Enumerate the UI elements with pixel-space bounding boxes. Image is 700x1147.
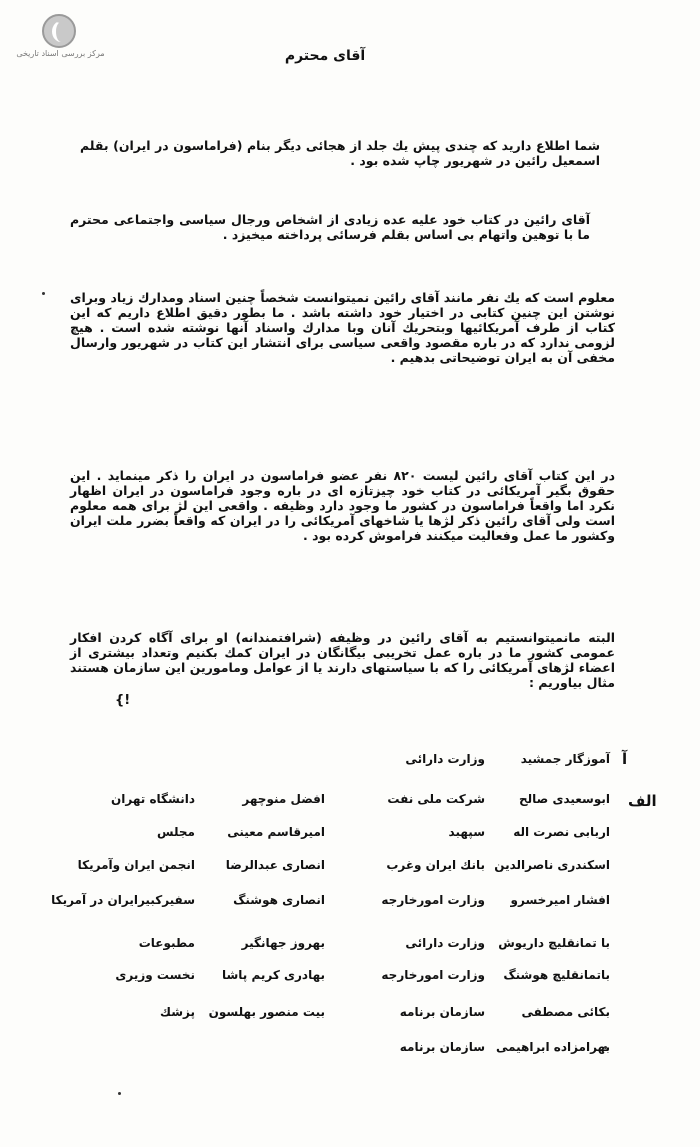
person-organization: نخست وزیری (115, 968, 195, 982)
paragraph-1: شما اطلاع دارید که چندی پیش یك جلد از هجائی دیگر بنام (فراماسون در ایران) بقلم اسمعیل رائین در شهریور چاپ شده بود . (80, 138, 600, 168)
handwritten-mark: {! (115, 693, 131, 708)
person-name: بهادری کریم پاشا (221, 968, 325, 982)
person-organization: وزارت امورخارجه (381, 968, 485, 982)
archive-seal-icon (42, 14, 76, 48)
section-mark-a: آ (622, 750, 628, 768)
archive-logo (8, 8, 113, 62)
person-name: امیرقاسم معینی (227, 825, 325, 839)
person-organization: شرکت ملی نفت (387, 792, 485, 806)
person-name: آموزگار جمشید (520, 752, 610, 766)
person-organization: دانشگاه تهران (111, 792, 195, 806)
watermark-text: مرکز بررسی اسناد تاریخی (16, 49, 105, 58)
person-name: ابوسعیدی صالح (519, 792, 610, 806)
person-name: بکائی مصطفی (521, 1005, 610, 1019)
person-organization: مجلس (157, 825, 195, 839)
person-organization: سازمان برنامه (399, 1040, 485, 1054)
person-name: بیت منصور بهلسون (208, 1005, 325, 1019)
speck (42, 292, 45, 295)
section-mark-alef: الف (628, 792, 657, 810)
person-organization: وزارت دارائی (405, 936, 485, 950)
person-organization: انجمن ایران وآمریکا (77, 858, 195, 872)
person-name: افضل منوچهر (242, 792, 325, 806)
person-organization: وزارت امورخارجه (381, 893, 485, 907)
person-organization: سفیرکبیرایران در آمریکا (51, 893, 195, 907)
person-organization: سپهبد (448, 825, 485, 839)
paragraph-4: در این کتاب آقای رائین لیست ۸۲۰ نفر عضو فراماسون در ایران را ذکر مینماید . این حقوق بگیر آمریکائی در کتاب خود چیزتازه ای در باره وجود فراماسون در ایران اظهار نکرد اما واقعاً فراماسون در کشور ما وجود دارد وظیفه . واقعی این لژ برای همه معلوم است ولی آقای رائین ذکر لژها یا شاخهای آمریکائی را در ایران که واقعاً بضرر ملت ایران وکشور ما عمل وفعالیت میکنند فراموش کرده بود . (70, 468, 615, 543)
person-name: انصاری هوشنگ (233, 893, 325, 907)
person-name: بهرامزاده ابراهیمی (495, 1040, 610, 1054)
person-organization: وزارت دارائی (405, 752, 485, 766)
person-name: باتمانقلیچ هوشنگ (503, 968, 610, 982)
person-organization: بانك ایران وغرب (386, 858, 485, 872)
paragraph-3: معلوم است که یك نفر مانند آقای رائین نمیتوانست شخصاً چنین اسناد ومدارك زیاد وبرای نوشتن این چنین کتابی در اختیار خود داشته باشد . ما بطور دقیق اطلاع داریم که این کتاب از طرف آمریکائیها وبتحریك آنان وبا مدارك واسناد آنها نوشته شده است . هیچ لزومی ندارد که در باره مقصود واقعی سیاسی برای انتشار این کتاب در شهریور وارسال مخفی آن به ایران توضیحاتی بدهیم . (70, 290, 615, 365)
person-name: افشار امیرخسرو (510, 893, 610, 907)
person-organization: سازمان برنامه (399, 1005, 485, 1019)
person-name: بهروز جهانگیر (241, 936, 325, 950)
paragraph-2: آقای رائین در کتاب خود علیه عده زیادی از اشخاص ورجال سیاسی واجتماعی محترم ما با توهین واتهام بی اساس بقلم فرسائی پرداخته میخیزد . (70, 212, 590, 242)
paragraph-5: البته مانمیتوانستیم به آقای رائین در وظیفه (شرافتمندانه) او برای آگاه کردن افکار عمومی کشور ما در باره عمل تخریبی بیگانگان در ایران کمك بکنیم وتعداد بیشتری از اعضاء لژهای آمریکائی را که با سیاستهای دارند یا از عوامل ومامورین این سازمان هستند مثال بیاوریم : (70, 630, 615, 690)
person-name: اربابی نصرت اله (513, 825, 610, 839)
person-name: با تمانقلیچ داریوش (498, 936, 610, 950)
person-organization: پزشك (160, 1005, 195, 1019)
letter-salutation: آقای محترم (284, 48, 366, 64)
person-name: انصاری عبدالرضا (225, 858, 325, 872)
person-organization: مطبوعات (138, 936, 195, 950)
speck (118, 1092, 121, 1095)
person-name: اسکندری ناصرالدین (494, 858, 610, 872)
